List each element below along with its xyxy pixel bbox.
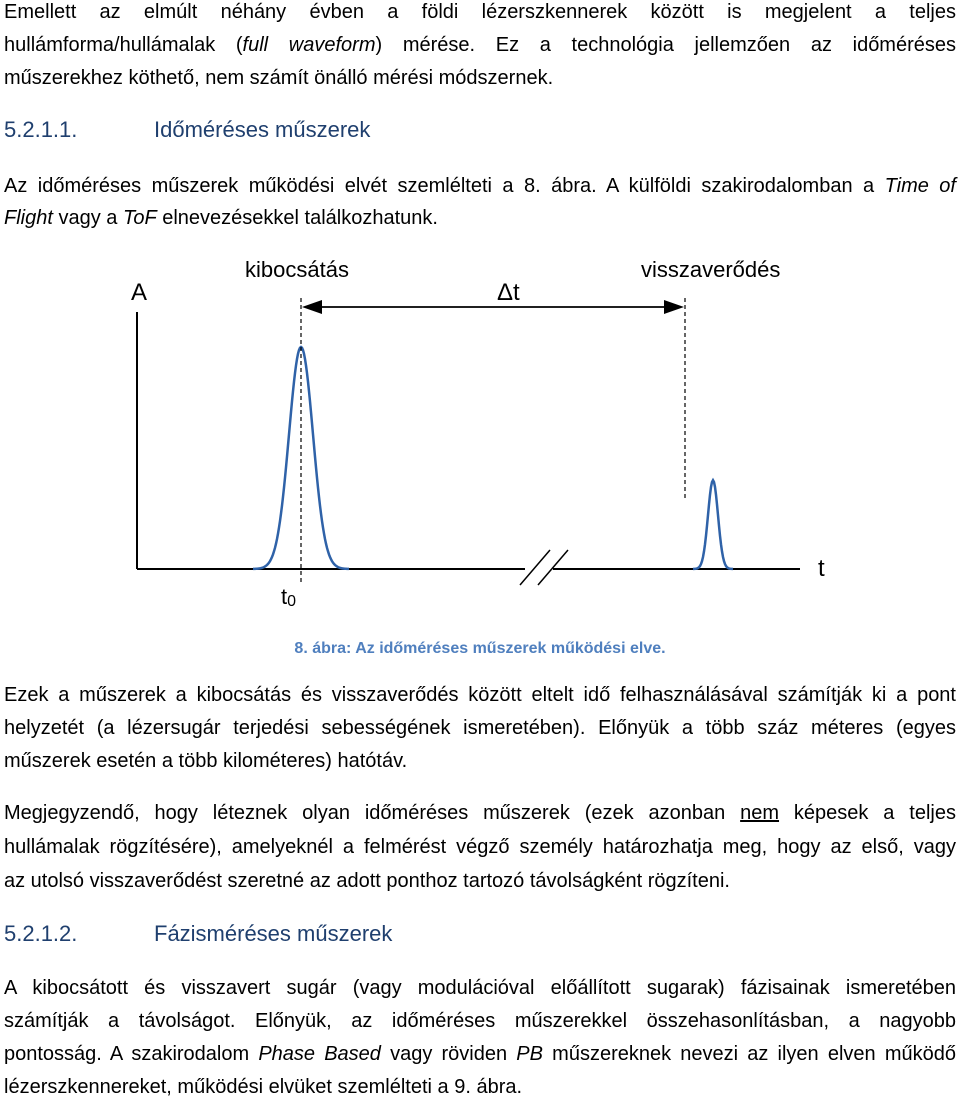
heading-title: Időméréses műszerek — [154, 117, 371, 142]
text-run: hullámalak rögzítésére), amelyeknél a felmérést végző személy határozhatja meg, hogy az első, vagy — [4, 836, 956, 858]
arrowhead-left — [302, 300, 322, 314]
phase-line-1 — [4, 976, 956, 1000]
note-line-1 — [4, 801, 956, 825]
text-run: műszerek esetén a több kilométeres) hatótáv. — [4, 750, 408, 772]
t0-label — [281, 584, 296, 610]
term-time-of-flight: Time of — [884, 175, 956, 197]
note-line-3 — [4, 869, 956, 893]
reflection-label: visszaverődés — [641, 257, 781, 282]
phase-line-3 — [4, 1042, 956, 1066]
text-run: Ezek a műszerek a kibocsátás és visszaverődés között eltelt idő felhasználásával számítják ki a pont — [4, 684, 956, 706]
axis-break-mark — [520, 550, 550, 585]
t0-subscript: 0 — [287, 593, 297, 610]
text-run: az utolsó visszaverődést szeretné az adott ponthoz tartozó távolságként rögzíteni. — [4, 870, 730, 892]
text-run: Megjegyzendő, hogy léteznek olyan időméréses műszerek (ezek azonban — [4, 802, 741, 824]
emission-label: kibocsátás — [245, 257, 349, 282]
text-run: Emellett az elmúlt néhány évben a földi lézerszkennerek között is megjelent a teljes — [4, 1, 956, 23]
note-line-2 — [4, 835, 956, 859]
after-figure-line-1 — [4, 683, 956, 707]
delta-t-label: Δt — [497, 279, 520, 306]
heading-number: 5.2.1.2. — [4, 921, 78, 946]
emission-pulse — [253, 347, 349, 569]
text-run: elnevezésekkel találkozhatunk. — [156, 207, 438, 229]
text-run: ) mérése. Ez a technológia jellemzően az időméréses — [375, 34, 957, 56]
after-figure-line-3 — [4, 749, 956, 773]
term-flight: Flight — [4, 207, 53, 229]
text-run: vagy a — [52, 207, 123, 229]
text-run: hullámforma/hullámalak ( — [4, 34, 243, 56]
x-axis-label: t — [818, 555, 825, 582]
heading-title: Fázisméréses műszerek — [154, 921, 393, 946]
text-run: képesek a teljes — [779, 802, 956, 824]
reflection-pulse — [693, 480, 733, 569]
text-run: lézerszkennereket, működési elvüket szemlélteti a 9. ábra. — [4, 1076, 523, 1098]
phase-line-2 — [4, 1009, 956, 1033]
term-phase-based: Phase Based — [258, 1043, 381, 1065]
t0-base: t — [281, 584, 288, 609]
underlined-word: nem — [740, 802, 780, 824]
term-pb: PB — [516, 1043, 543, 1065]
term-full-waveform: full waveform — [242, 34, 376, 56]
arrowhead-right — [664, 300, 684, 314]
term-tof: ToF — [122, 207, 157, 229]
axis-break-mark — [538, 550, 568, 585]
text-run: számítják a távolságot. Előnyük, az időméréses műszerekkel összehasonlításban, a nagyobb — [4, 1010, 956, 1032]
text-run: műszereknek nevezi az ilyen elven működő — [542, 1043, 956, 1065]
text-run: A kibocsátott és visszavert sugár (vagy modulációval előállított sugarak) fázisainak ismeretében — [4, 977, 956, 999]
text-run: pontosság. A szakirodalom — [4, 1043, 259, 1065]
section-heading-phase — [4, 921, 392, 947]
phase-line-4 — [4, 1075, 956, 1099]
text-run: Az időméréses műszerek működési elvét szemlélteti a 8. ábra. A külföldi szakirodalomban a — [4, 175, 885, 197]
y-axis-label: A — [131, 279, 148, 306]
text-run: vagy röviden — [380, 1043, 517, 1065]
text-run: műszerekhez köthető, nem számít önálló mérési módszernek. — [4, 67, 554, 89]
after-figure-line-2 — [4, 716, 956, 740]
heading-number: 5.2.1.1. — [4, 117, 78, 142]
figure-caption: 8. ábra: Az időméréses műszerek működési elve. — [294, 640, 666, 657]
text-run: helyzetét (a lézersugár terjedési sebességének ismeretében). Előnyük a több száz méteres (egyes — [4, 717, 956, 739]
